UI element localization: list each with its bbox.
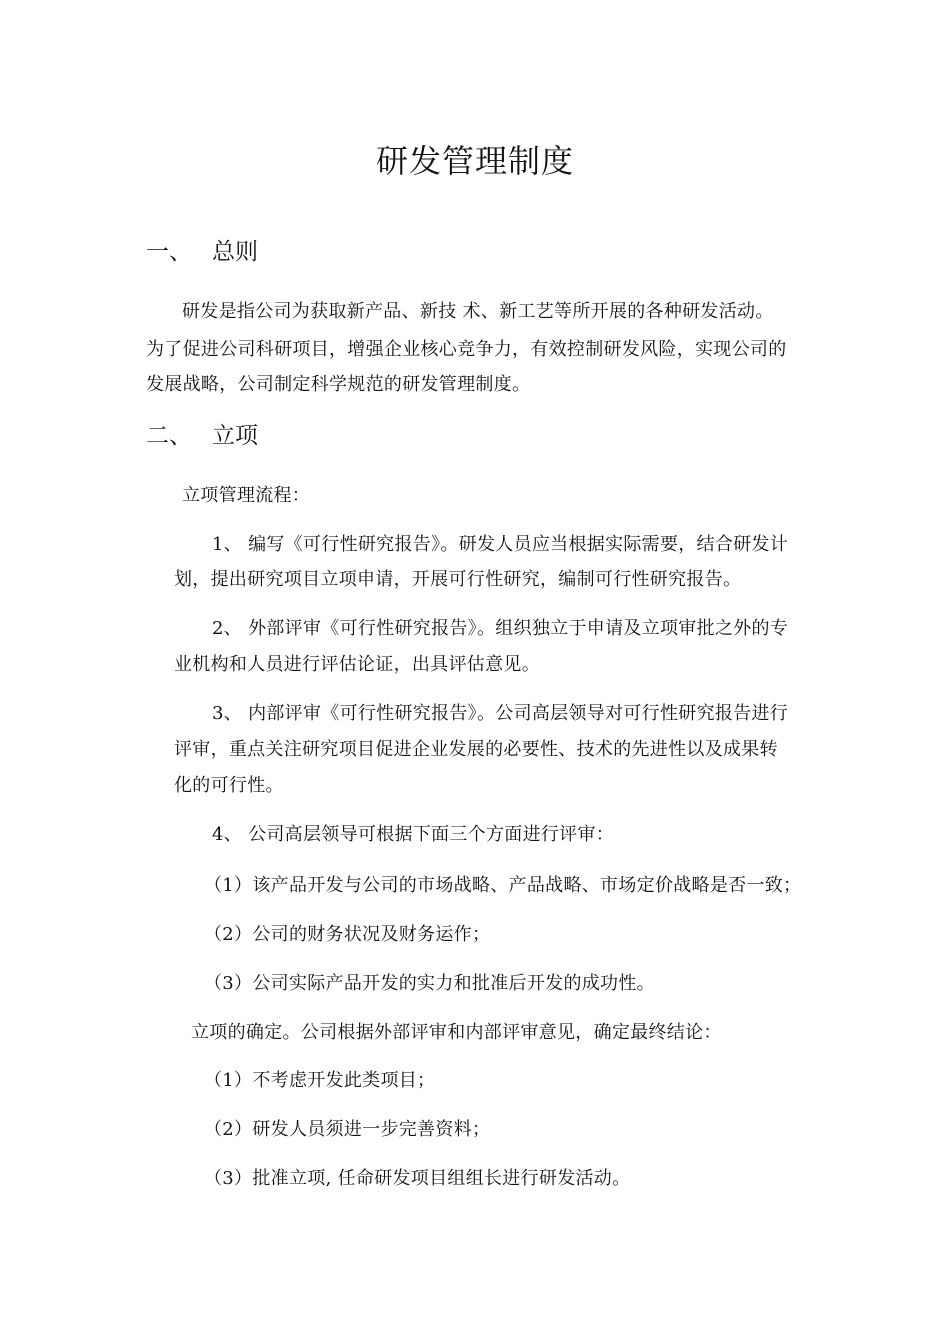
step-1-line-2: 划，提出研究项目立项申请，开展可行性研究，编制可行性研究报告。 bbox=[174, 569, 742, 590]
conclusion-2: （2）研发人员须进一步完善资料； bbox=[204, 1119, 491, 1140]
section-1-paragraph-line-3: 发展战略，公司制定科学规范的研发管理制度。 bbox=[146, 374, 531, 395]
section-1-paragraph-line-1: 研发是指公司为获取新产品、新技 术、新工艺等所开展的各种研发活动。 bbox=[182, 301, 774, 322]
section-2-heading: 立项 bbox=[212, 423, 258, 449]
confirmation-text: 立项的确定。公司根据外部评审和内部评审意见，确定最终结论： bbox=[191, 1022, 722, 1043]
section-1-heading: 总则 bbox=[212, 239, 258, 265]
section-2-intro: 立项管理流程： bbox=[182, 485, 311, 506]
step-2-line-2: 业机构和人员进行评估论证，出具评估意见。 bbox=[174, 654, 540, 675]
section-2-number: 二、 bbox=[146, 423, 192, 449]
step-3-line-3: 化的可行性。 bbox=[174, 775, 284, 796]
conclusion-3: （3）批准立项, 任命研发项目组组长进行研发活动。 bbox=[204, 1168, 631, 1189]
review-item-3: （3）公司实际产品开发的实力和批准后开发的成功性。 bbox=[204, 973, 655, 994]
review-item-2: （2）公司的财务状况及财务运作； bbox=[204, 924, 491, 945]
step-2-line-1: 2、 外部评审《可行性研究报告》。组织独立于申请及立项审批之外的专 bbox=[212, 618, 789, 639]
step-3-line-1: 3、 内部评审《可行性研究报告》。公司高层领导对可行性研究报告进行 bbox=[212, 703, 789, 724]
step-1-line-1: 1、 编写《可行性研究报告》。研发人员应当根据实际需要，结合研发计 bbox=[212, 534, 789, 555]
step-3-line-2: 评审，重点关注研究项目促进企业发展的必要性、技术的先进性以及成果转 bbox=[174, 739, 778, 760]
step-4-line-1: 4、 公司高层领导可根据下面三个方面进行评审： bbox=[212, 824, 615, 845]
section-1-number: 一、 bbox=[146, 239, 192, 265]
review-item-1: （1）该产品开发与公司的市场战略、产品战略、市场定价战略是否一致； bbox=[204, 875, 802, 896]
document-title: 研发管理制度 bbox=[375, 142, 574, 180]
conclusion-1: （1）不考虑开发此类项目； bbox=[204, 1070, 436, 1091]
section-1-paragraph-line-2: 为了促进公司科研项目，增强企业核心竞争力，有效控制研发风险，实现公司的 bbox=[146, 339, 787, 360]
